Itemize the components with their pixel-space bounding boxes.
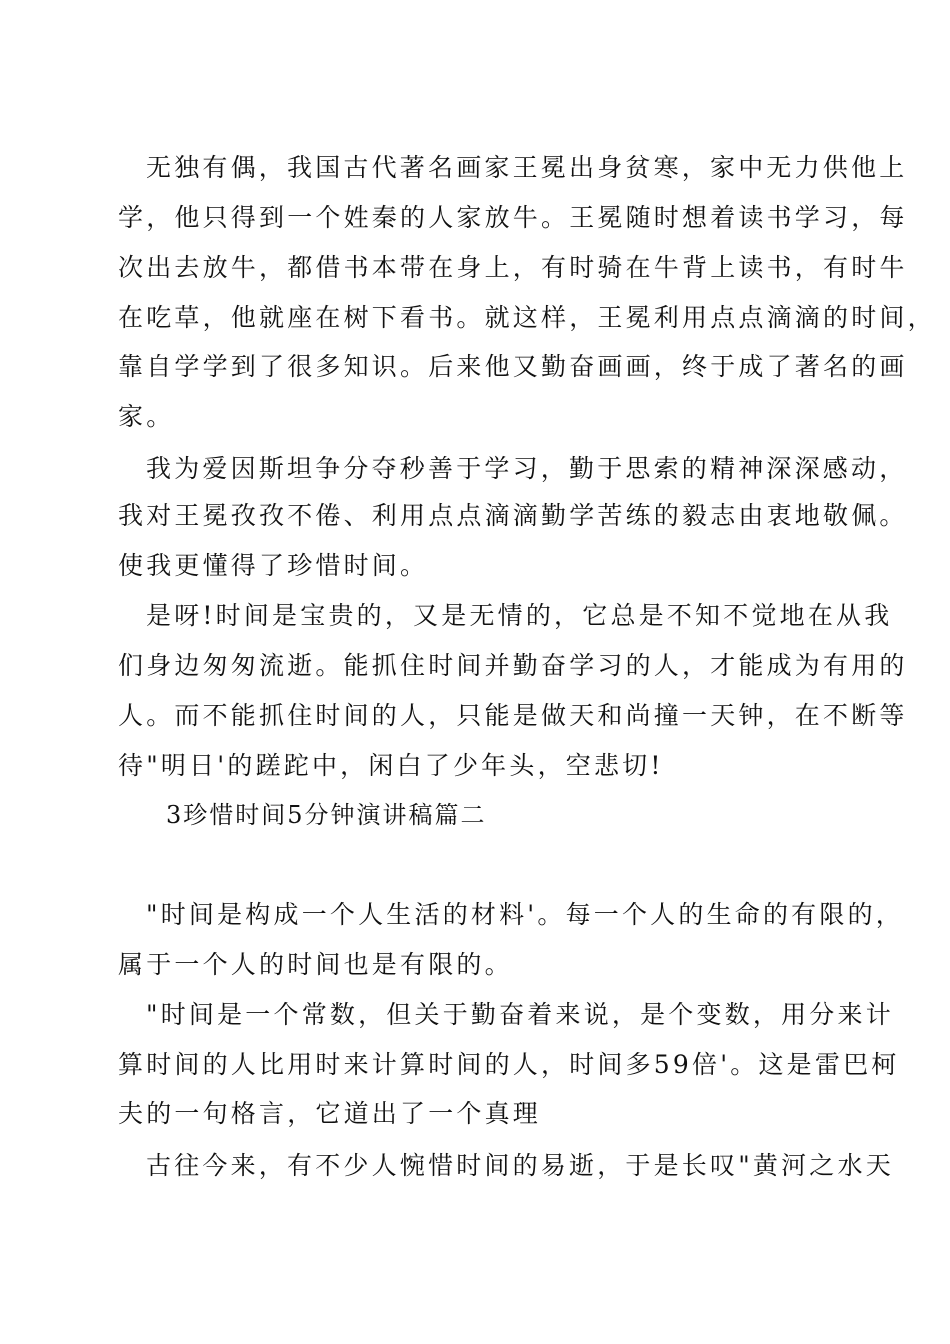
paragraph-5-line-1: "时间是一个常数，但关于勤奋着来说，是个变数，用分来计 [146, 1000, 894, 1029]
paragraph-3-line-2: 们身边匆匆流逝。能抓住时间并勤奋学习的人，才能成为有用的 [118, 651, 908, 680]
paragraph-4-line-1: "时间是构成一个人生活的材料'。每一个人的生命的有限的， [146, 900, 904, 929]
paragraph-5-line-2: 算时间的人比用时来计算时间的人，时间多59倍'。这是雷巴柯 [118, 1050, 900, 1079]
paragraph-2-line-3: 使我更懂得了珍惜时间。 [118, 551, 429, 580]
paragraph-1-line-5: 靠自学学到了很多知识。后来他又勤奋画画，终于成了著名的画 [118, 352, 908, 381]
paragraph-6-line-1: 古往今来，有不少人惋惜时间的易逝，于是长叹"黄河之水天 [146, 1151, 894, 1180]
paragraph-3-line-3: 人。而不能抓住时间的人，只能是做天和尚撞一天钟，在不断等 [118, 701, 908, 730]
paragraph-1-line-3: 次出去放牛，都借书本带在身上，有时骑在牛背上读书，有时牛 [118, 253, 908, 282]
paragraph-1-line-1: 无独有偶，我国古代著名画家王冕出身贫寒，家中无力供他上 [146, 153, 908, 182]
paragraph-3-line-1: 是呀!时间是宝贵的，又是无情的，它总是不知不觉地在从我 [146, 601, 893, 630]
paragraph-1-line-2: 学，他只得到一个姓秦的人家放牛。王冕随时想着读书学习，每 [118, 203, 908, 232]
paragraph-2-line-1: 我为爱因斯坦争分夺秒善于学习，勤于思索的精神深深感动， [146, 454, 908, 483]
paragraph-3-line-4: 待"明日'的蹉跎中，闲白了少年头，空悲切! [118, 751, 664, 780]
section-heading: 3珍惜时间5分钟演讲稿篇二 [166, 801, 487, 829]
paragraph-1-line-6: 家。 [118, 402, 175, 431]
paragraph-1-line-4: 在吃草，他就座在树下看书。就这样，王冕利用点点滴滴的时间， [118, 303, 936, 332]
paragraph-5-line-3: 夫的一句格言，它道出了一个真理 [118, 1099, 542, 1128]
paragraph-2-line-2: 我对王冕孜孜不倦、利用点点滴滴勤学苦练的毅志由衷地敬佩。 [118, 501, 908, 530]
paragraph-4-line-2: 属于一个人的时间也是有限的。 [118, 950, 513, 979]
